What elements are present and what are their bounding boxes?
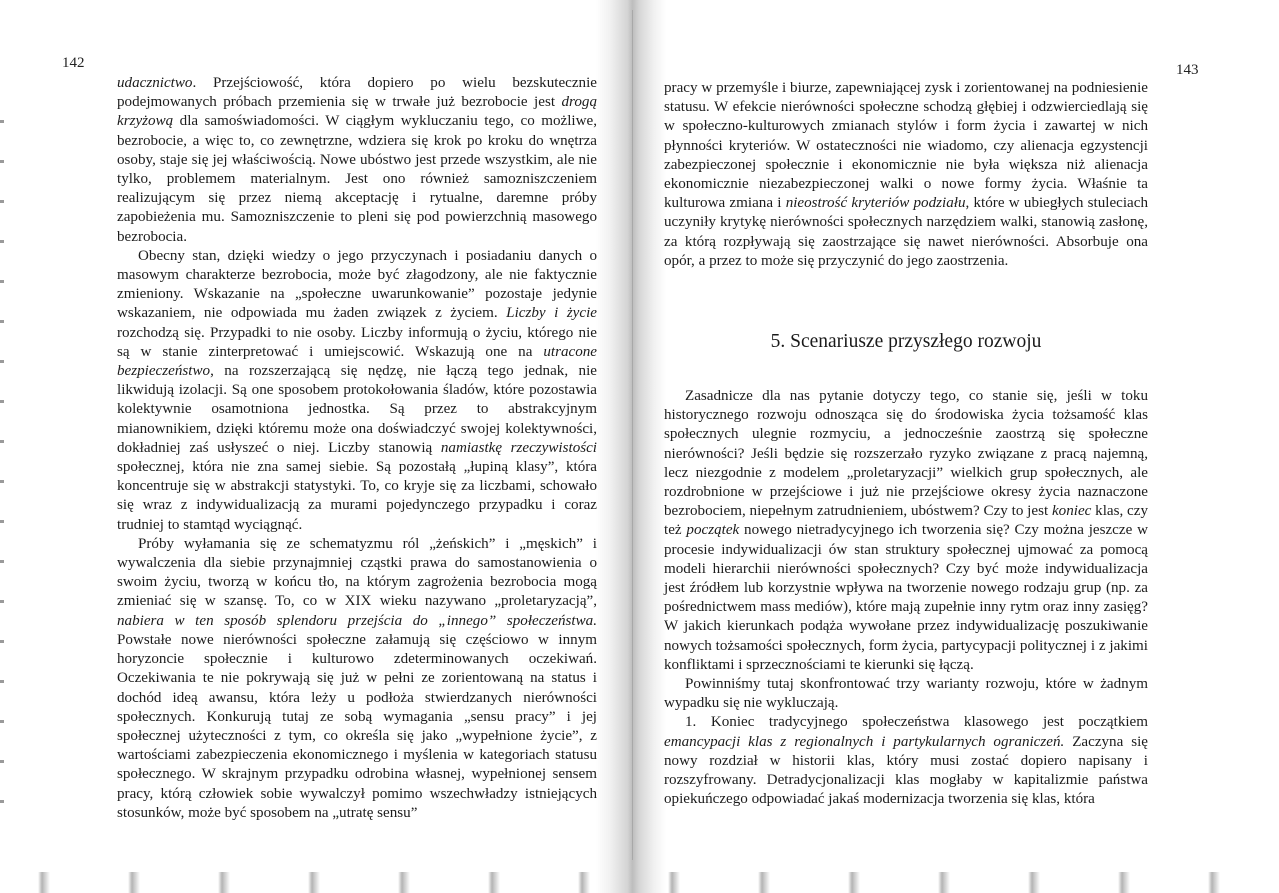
text-run: rozchodzą się. Przypadki to nie osoby. Liczby informują o życiu, którego nie są w stanie zinterpretować i umiejscowić. Wskazują one na <box>117 324 597 360</box>
left-paragraph-2 <box>117 247 597 535</box>
italic-text-run: drogą krzyżową <box>117 94 597 130</box>
text-run: Powinniśmy tutaj skonfrontować trzy warianty rozwoju, które w żadnym wypadku się nie wykluczają. <box>664 676 1148 712</box>
text-run: 1. Koniec tradycyjnego społeczeństwa klasowego jest początkiem <box>685 714 1148 731</box>
italic-text-run: udacznictwo <box>117 75 193 91</box>
bottom-scan-smudge <box>0 872 1279 893</box>
text-run: pracy w przemyśle i biurze, zapewniającej zysk i zorientowanej na podniesienie statusu. W efekcie nierówności społeczne schodzą głębiej i odzwierciedlają się w społeczno-kulturowych zmianach stylów i form życia i zawartej w nich płynności kryteriów. W ostateczności nie wiadomo, czy alienacja egzystencji zabezpieczonej społecznie i ekonomicznie nie była większa niż alienacja ekonomicznie niezabezpieczonej walki o nowe formy życia. Właśnie ta kulturowa zmiana i <box>664 80 1148 212</box>
italic-text-run: utracone bezpieczeństwo <box>117 343 597 380</box>
italic-text-run: nabiera w ten sposób splendoru przejścia do „innego” społeczeństwa. <box>117 612 597 629</box>
left-page-number: 142 <box>62 55 85 71</box>
text-run: klas, czy też <box>664 503 1148 539</box>
text-run: nowego nietradycyjnego ich tworzenia się? Czy można jeszcze w procesie indywidualizacji ów stan struktury społecznej ujmować za pomocą modeli hierarchii nierówności społecznych? Czy być może indywidualizacja jest źródłem lub korzystnie wpływa na tworzenie nowego rodzaju grup (np. za pośrednictwem mass mediów), które mają zupełnie inny rytm oraz inny zasięg? W jakich kierunkach podąża wywołane przez indywidualizację poszukiwanie nowych tożsamości społecznych, form życia, partycypacji politycznej i z jakimi konfliktami i sprzecznościami te kierunki się łączą. <box>664 522 1148 673</box>
text-run: , na rozszerzającą się nędzę, nie łączą tego jednak, nie likwidują izolacji. Są one sposobem protokołowania śladów, które pozostawia kolektywnie osamotniona jednostka. Są przez to abstrakcyjnym mianownikiem, dzięki któremu może ona doświadczyć swojej kolektywności, dokładniej zaś usłyszeć o niej. Liczby stanowią <box>117 363 597 456</box>
book-gutter-shadow <box>596 0 666 893</box>
right-paragraph-1 <box>664 79 1148 271</box>
right-page-section-text <box>664 387 1148 809</box>
section-paragraph-1 <box>664 387 1148 675</box>
section-heading: 5. Scenariusze przyszłego rozwoju <box>770 331 1042 352</box>
book-spine-line <box>632 10 633 860</box>
text-run: , które w ubiegłych stuleciach uczyniły krytykę nierówności społecznych narzędziem walki, stanowią zasłonę, za którą rozpływają się zaostrzające się nawet nierówności. Absorbuje ona opór, a przez to może się przyczynić do jego zaostrzenia. <box>664 195 1148 269</box>
text-run: społecznej, która nie zna samej siebie. Są pozostałą „łupiną klasy”, która koncentruje się w abstrakcji statystyki. To, co kryje się za liczbami, schowało się wraz z indywidualizacją za murami pojedynczego przypadku i coraz trudniej to stamtąd wyciągnąć. <box>117 459 597 533</box>
right-page-number: 143 <box>1176 62 1199 78</box>
text-run: Obecny stan, dzięki wiedzy o jego przyczynach i posiadaniu danych o masowym charakterze bezrobocia, może być złagodzony, ale nie faktycznie zmieniony. Wskazanie na „społeczne uwarunkowanie” pozostaje jedynie wskazaniem, nie odpowiada mu żaden związek z życiem. <box>117 247 597 322</box>
italic-text-run: emancypacji klas z regionalnych i partykularnych ograniczeń. <box>664 733 1065 750</box>
section-paragraph-3 <box>664 713 1148 809</box>
text-run: Zaczyna się nowy rozdział w historii klas, który musi zostać dopiero napisany i rozszyfrowany. Detradycjonalizacji klas mogłaby w kapitalizmie państwa opiekuńczego odpowiadać jakaś modernizacja tworzenia się klas, która <box>664 733 1148 808</box>
section-paragraph-2 <box>664 675 1148 713</box>
text-run: . Przejściowość, która dopiero po wielu bezskutecznie podejmowanych próbach przemienia się w trwałe już bezrobocie jest <box>117 75 597 111</box>
italic-text-run: namiastkę rzeczywistości <box>440 439 598 456</box>
right-page-intro-text <box>664 79 1148 271</box>
italic-text-run: początek <box>686 522 740 539</box>
text-run: Powstałe nowe nierówności społeczne załamują się częściowo w innym horyzoncie społecznie i kulturowo zdeterminowanych oczekiwań. Oczekiwania te nie pokrywają się już w pełni ze zorientowaną na status i dochód ideą awansu, która leży u podłoża stwierdzanych nierówności społecznych. Konkurują tutaj ze sobą wymagania „sensu pracy” i jej społecznej użyteczności z tym, co określa się jako „wypełnione życie”, z wartościami zabezpieczenia ekonomicznego i myślenia w kategoriach statusu społecznego. W skrajnym przypadku odrobina własnej, wypełnionej sensem pracy, którą człowiek sobie wywalczył pomimo wszechwładzy istniejących stosunków, może być sposobem na „utratę sensu” <box>117 631 597 821</box>
left-page-text <box>117 74 597 823</box>
italic-text-run: Liczby i życie <box>506 305 597 322</box>
left-page-edge-marks <box>0 120 4 820</box>
text-run: dla samoświadomości. W ciągłym wykluczaniu tego, co możliwe, bezrobocie, a więc to, co zewnętrzne, wdziera się krok po kroku do wnętrza osoby, staje się jej właściwością. Nowe ubóstwo jest przede wszystkim, ale nie tylko, problemem materialnym. Jest ono również samozniszczeniem realizującym się przez niemą akceptację i rytualne, daremne próby zapobieżenia mu. Samozniszczenie to pleni się pod powierzchnią masowego bezrobocia. <box>117 113 597 245</box>
italic-text-run: nieostrość kryteriów podziału <box>785 195 966 212</box>
text-run: Próby wyłamania się ze schematyzmu ról „żeńskich” i „męskich” i wywalczenia dla siebie przynajmniej cząstki prawa do samostanowienia o swoim życiu, tworzą w końcu tło, na którym zagrożenia bezrobocia mogą zmieniać się w szansę. To, co w XIX wieku nazywano „proletaryzacją”, <box>117 535 597 610</box>
left-paragraph-1 <box>117 74 597 247</box>
text-run: Zasadnicze dla nas pytanie dotyczy tego, co stanie się, jeśli w toku historycznego rozwoju odnosząca się do środowiska życia tożsamość klas społecznych ulegnie rozmyciu, a jednocześnie zaostrzą się społeczne nierówności? Jeśli będzie się rozszerzało ryzyko związane z pracą najemną, lecz niezgodnie z modelem „proletaryzacji” wielkich grup społecznych, ale rozdrobnione w przejściowe i już nie przejściowe okresy życia naznaczone bezrobociem, niepełnym zatrudnieniem, ubóstwem? Czy to jest <box>664 388 1148 520</box>
italic-text-run: koniec <box>1051 503 1092 520</box>
left-paragraph-3 <box>117 535 597 823</box>
